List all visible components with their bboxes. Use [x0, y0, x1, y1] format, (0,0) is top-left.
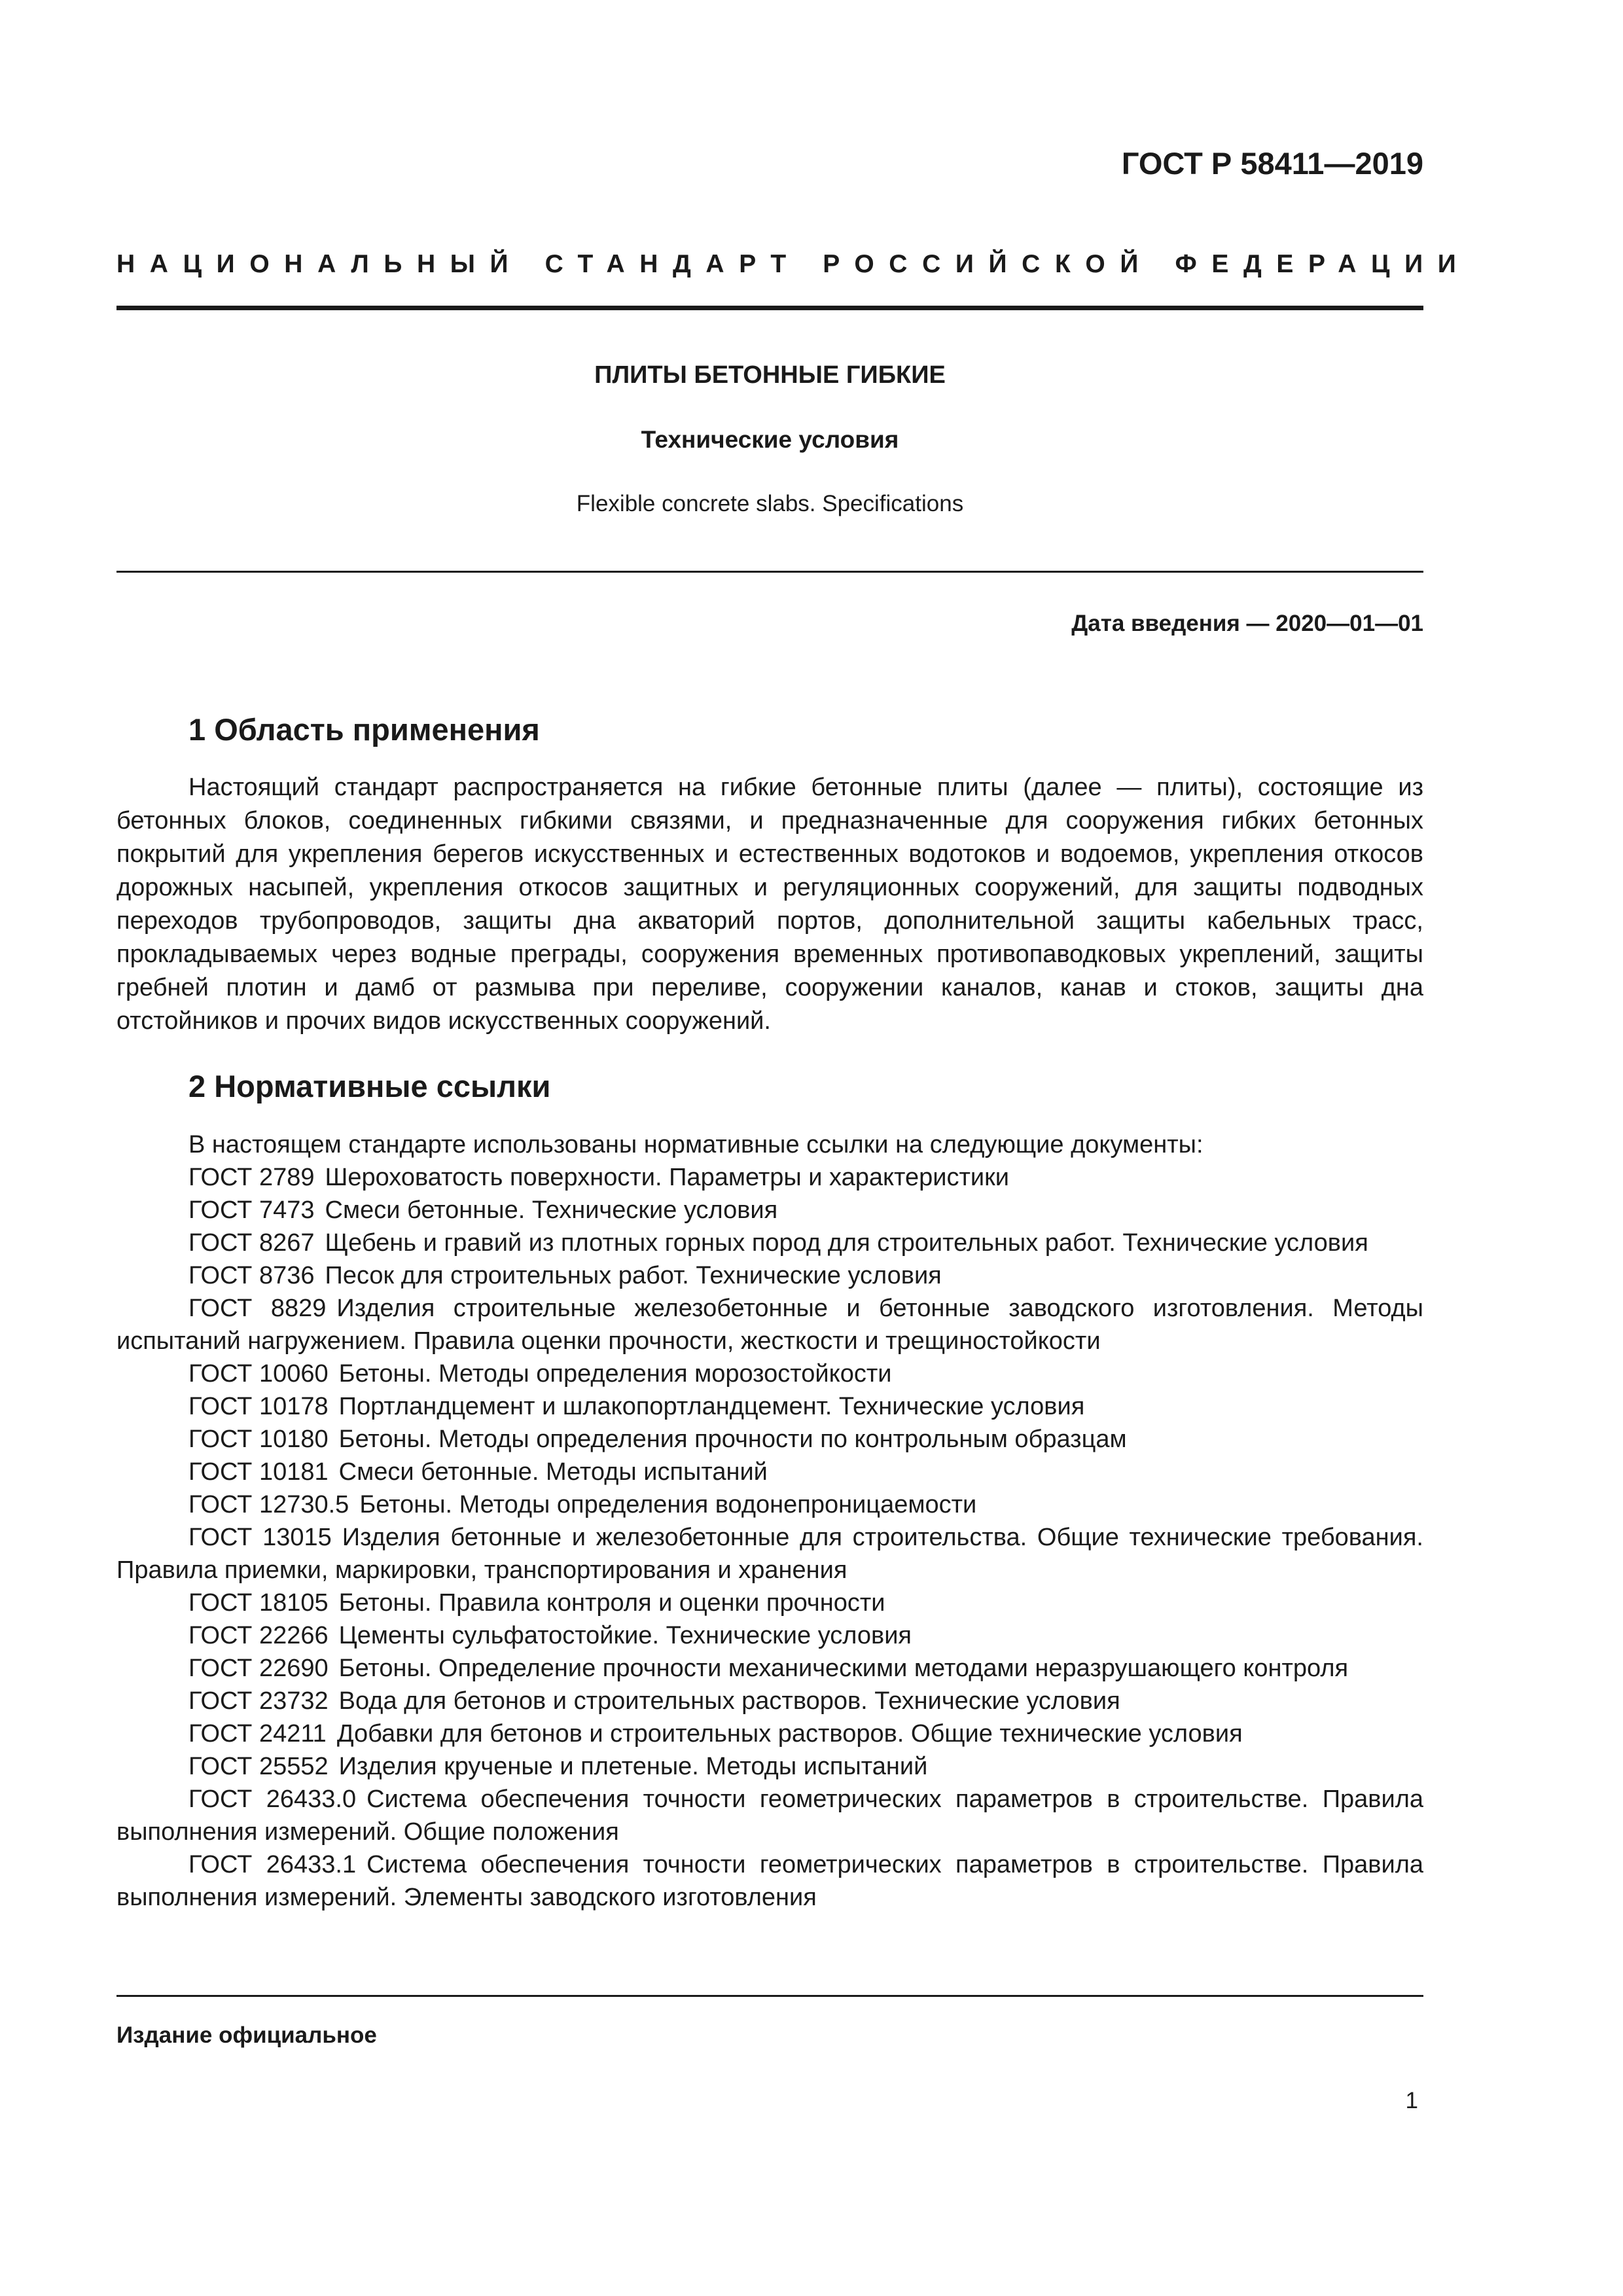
reference-code: ГОСТ 10060	[188, 1360, 329, 1388]
reference-code: ГОСТ 26433.1	[188, 1851, 357, 1878]
reference-item	[116, 1717, 1423, 1750]
reference-item	[116, 1194, 1423, 1227]
reference-title: Бетоны. Методы определения морозостойкости	[338, 1360, 892, 1388]
reference-code: ГОСТ 8829	[188, 1295, 327, 1322]
reference-code: ГОСТ 2789	[188, 1164, 315, 1191]
reference-title: Изделия крученые и плетеные. Методы испытаний	[338, 1753, 928, 1780]
reference-code: ГОСТ 22690	[188, 1655, 329, 1682]
reference-item	[116, 1456, 1423, 1488]
reference-title: Бетоны. Определение прочности механическими методами неразрушающего контроля	[338, 1655, 1349, 1682]
reference-title: Цементы сульфатостойкие. Технические условия	[338, 1622, 912, 1649]
section-1-text: Настоящий стандарт распространяется на гибкие бетонные плиты (далее — плиты), состоящие из бетонных блоков, соединенных гибкими связями, и предназначенные для сооружения гибких бетонных покрытий для укрепления берегов искусственных и естественных водотоков и водоемов, укрепления откосов дорожных насыпей, укрепления откосов защитных и регуляционных сооружений, для защиты подводных переходов трубопроводов, защиты дна акваторий портов, дополнительной защиты кабельных трасс, прокладываемых через водные преграды, сооружения временных противопаводковых укреплений, защиты гребней плотин и дамб от размыва при переливе, сооружении каналов, канав и стоков, защиты дна отстойников и прочих видов искусственных сооружений.	[116, 774, 1423, 1035]
document-id: ГОСТ Р 58411—2019	[1121, 146, 1423, 181]
reference-item	[116, 1619, 1423, 1652]
page-number: 1	[1405, 2088, 1418, 2113]
title-divider	[116, 571, 1423, 573]
reference-item	[116, 1390, 1423, 1423]
reference-code: ГОСТ 10181	[188, 1458, 329, 1486]
reference-title: Вода для бетонов и строительных растворов. Технические условия	[338, 1687, 1120, 1715]
reference-title: Добавки для бетонов и строительных растворов. Общие технические условия	[336, 1720, 1243, 1748]
reference-title: Изделия бетонные и железобетонные для строительства. Общие технические требования. Правила приемки, маркировки, транспортирования и хранения	[116, 1524, 1423, 1584]
reference-title: Песок для строительных работ. Технические условия	[325, 1262, 942, 1289]
reference-title: Система обеспечения точности геометрических параметров в строительстве. Правила выполнения измерений. Элементы заводского изготовления	[116, 1851, 1424, 1911]
reference-title: Смеси бетонные. Технические условия	[325, 1196, 778, 1224]
reference-title: Портландцемент и шлакопортландцемент. Технические условия	[338, 1393, 1085, 1420]
reference-title: Смеси бетонные. Методы испытаний	[338, 1458, 768, 1486]
english-title: Flexible concrete slabs. Specifications	[576, 491, 964, 516]
reference-item	[116, 1161, 1423, 1194]
reference-title: Бетоны. Методы определения прочности по контрольным образцам	[338, 1426, 1127, 1453]
reference-item	[116, 1357, 1423, 1390]
reference-title: Изделия строительные железобетонные и бетонные заводского изготовления. Методы испытаний нагружением. Правила оценки прочности, жесткости и трещиностойкости	[116, 1295, 1423, 1355]
reference-code: ГОСТ 13015	[188, 1524, 332, 1551]
document-title: ПЛИТЫ БЕТОННЫЕ ГИБКИЕ	[594, 361, 946, 389]
reference-code: ГОСТ 12730.5	[188, 1491, 349, 1518]
reference-item	[116, 1423, 1423, 1456]
header-divider	[116, 306, 1423, 310]
reference-code: ГОСТ 10178	[188, 1393, 329, 1420]
reference-item	[116, 1587, 1423, 1619]
document-subtitle: Технические условия	[641, 426, 899, 453]
reference-item	[116, 1292, 1423, 1357]
section-1-heading: 1 Область применения	[188, 712, 540, 747]
reference-code: ГОСТ 25552	[188, 1753, 329, 1780]
reference-item	[116, 1488, 1423, 1521]
reference-code: ГОСТ 7473	[188, 1196, 315, 1224]
reference-code: ГОСТ 26433.0	[188, 1785, 357, 1813]
reference-item	[116, 1848, 1423, 1914]
reference-item	[116, 1227, 1423, 1259]
references-intro: В настоящем стандарте использованы нормативные ссылки на следующие документы:	[188, 1131, 1204, 1158]
document-page	[116, 0, 1471, 2296]
reference-item	[116, 1750, 1423, 1783]
reference-code: ГОСТ 8736	[188, 1262, 315, 1289]
reference-item	[116, 1259, 1423, 1292]
reference-item	[116, 1783, 1423, 1848]
reference-code: ГОСТ 24211	[188, 1720, 327, 1748]
reference-code: ГОСТ 22266	[188, 1622, 329, 1649]
reference-code: ГОСТ 10180	[188, 1426, 329, 1453]
reference-title: Бетоны. Методы определения водонепроницаемости	[359, 1491, 977, 1518]
reference-title: Щебень и гравий из плотных горных пород для строительных работ. Технические условия	[325, 1229, 1368, 1257]
reference-title: Шероховатость поверхности. Параметры и характеристики	[325, 1164, 1010, 1191]
reference-code: ГОСТ 8267	[188, 1229, 315, 1257]
reference-title: Бетоны. Правила контроля и оценки прочности	[338, 1589, 885, 1617]
reference-item	[116, 1685, 1423, 1717]
introduction-date: Дата введения — 2020—01—01	[1071, 611, 1423, 636]
reference-code: ГОСТ 23732	[188, 1687, 329, 1715]
reference-code: ГОСТ 18105	[188, 1589, 329, 1617]
edition-note: Издание официальное	[116, 2022, 377, 2048]
normative-references-list	[116, 1128, 1423, 1914]
footer-divider	[116, 1995, 1423, 1997]
reference-item	[116, 1521, 1423, 1587]
national-standard-banner: НАЦИОНАЛЬНЫЙ СТАНДАРТ РОССИЙСКОЙ ФЕДЕРАЦИИ	[116, 250, 1471, 278]
section-2-heading: 2 Нормативные ссылки	[188, 1069, 551, 1103]
reference-title: Система обеспечения точности геометрических параметров в строительстве. Правила выполнения измерений. Общие положения	[116, 1785, 1424, 1846]
reference-item	[116, 1652, 1423, 1685]
